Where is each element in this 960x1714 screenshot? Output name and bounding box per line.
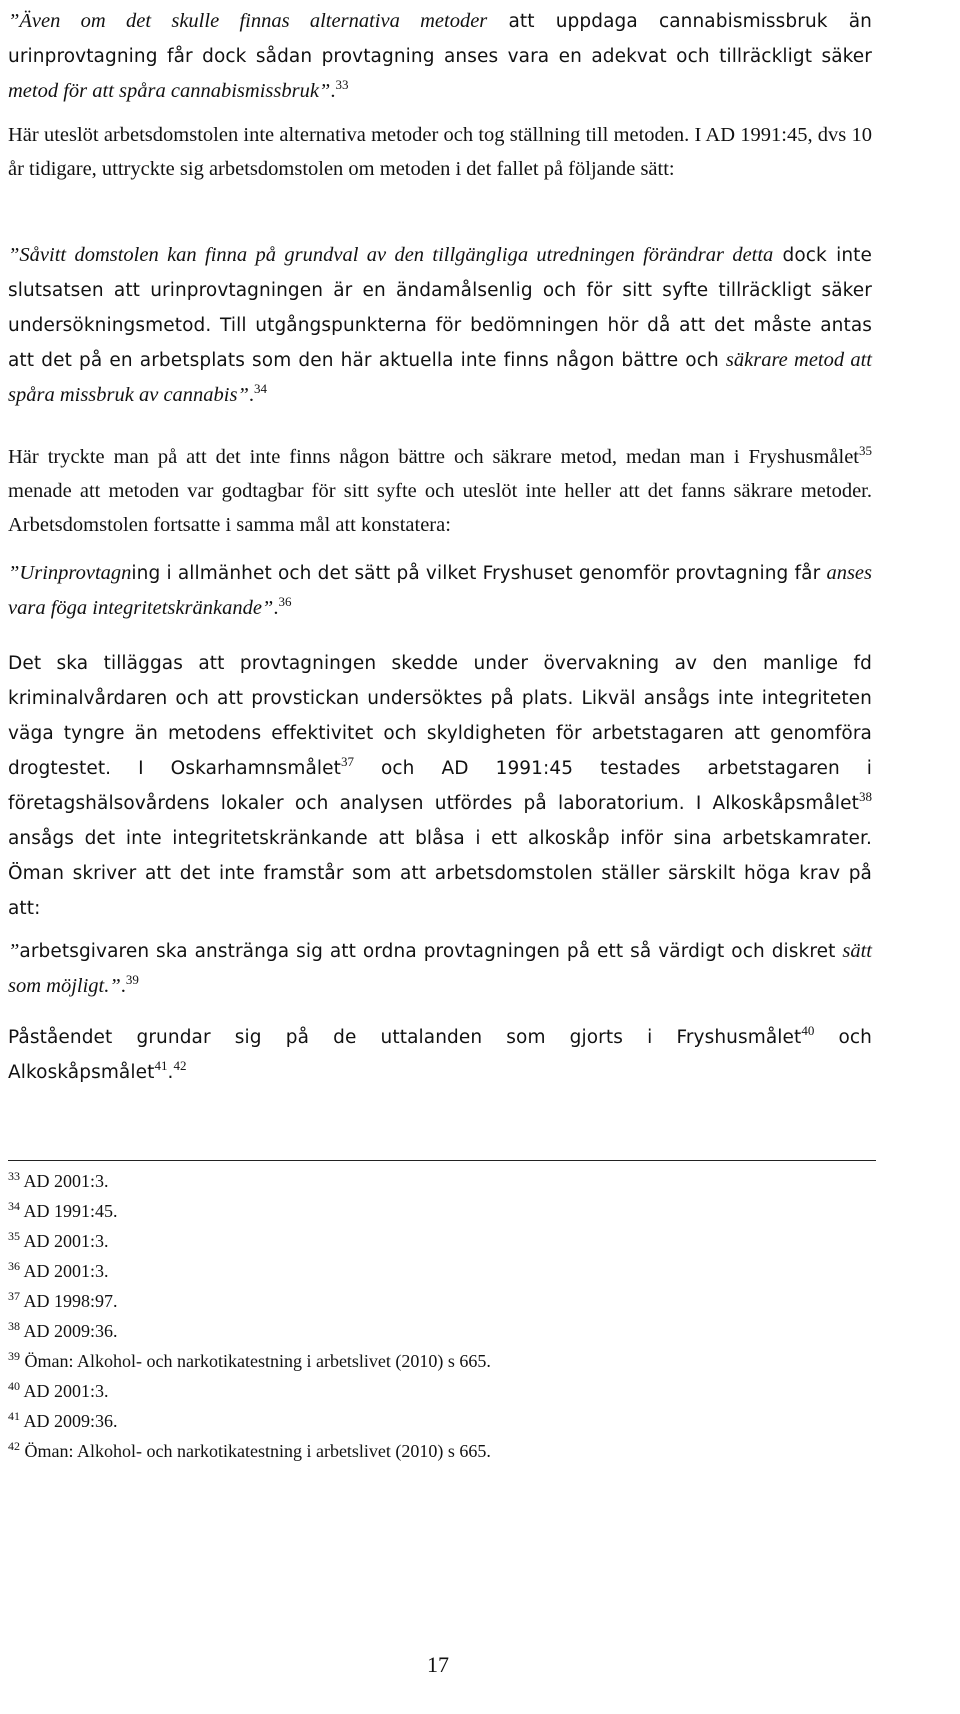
footnote-item [8,1316,872,1346]
footnote-ref[interactable]: 41 [154,1058,168,1074]
quote-paragraph-2 [8,238,872,412]
footnote-item [8,1346,872,1376]
open-quote: ” [8,244,20,266]
footnote-number: 37 [8,1289,20,1303]
footnote-text: AD 2001:3. [23,1231,109,1251]
quote-paragraph-1 [8,4,872,108]
footnote-ref[interactable]: 38 [859,789,872,805]
quote-text: anses vara föga integritetskränkande” [8,562,872,619]
footnote-text: AD 1998:97. [23,1291,118,1311]
quote-end: . [120,975,126,997]
quote-text: sätt som möjligt.” [8,940,872,997]
footnote-ref[interactable]: 34 [254,381,268,397]
quote-paragraph-3 [8,556,872,625]
footnote-text: AD 2009:36. [23,1411,118,1431]
page-number: 17 [427,1652,449,1677]
footnote-text: Öman: Alkohol- och narkotikatestning i arbetslivet (2010) s 665. [24,1441,491,1461]
footnote-text: AD 2001:3. [23,1381,109,1401]
quote-text: Även om det skulle finnas alternativa metoder [19,10,488,32]
footnote-text: AD 1991:45. [23,1201,118,1221]
quote-text: dock inte slutsatsen att urinprovtagningen är en ändamålsenlig och för sitt syfte tillräckligt säker undersökningsmetod. Till utgångspunkterna för bedömningen hör då att det måste antas att det på en arbetsplats som den här aktuella inte finns någon bättre och [8,245,872,371]
footnote-ref[interactable]: 36 [278,594,292,610]
body-text: och AD 1991:45 testades arbetstagaren i företagshälsovårdens lokaler och analysen utfördes på laboratorium. I Alkoskåpsmålet [8,758,873,814]
footnote-item [8,1286,872,1316]
footnote-item [8,1226,872,1256]
footnotes [8,1166,872,1466]
body-paragraph-2 [8,440,872,542]
footnote-number: 41 [8,1409,20,1423]
quote-end: . [330,80,336,102]
footnote-item [8,1256,872,1286]
footnote-number: 33 [8,1169,20,1183]
footnote-text: AD 2009:36. [23,1321,118,1341]
footnote-number: 36 [8,1259,20,1273]
footnote-number: 38 [8,1319,20,1333]
body-paragraph-4 [8,1020,872,1090]
footnote-ref[interactable]: 42 [173,1058,187,1074]
footnote-number: 34 [8,1199,20,1213]
body-text: och Alkoskåpsmålet [8,1027,872,1083]
quote-text: Urinprovtagn [19,562,132,584]
footnote-ref[interactable]: 39 [125,972,139,988]
quote-text: att uppdaga cannabismissbruk än urinprovtagning får dock sådan provtagning anses vara en adekvat och tillräckligt säker [8,11,873,67]
open-quote: ” [8,940,20,962]
open-quote: ” [8,10,20,32]
quote-paragraph-4 [8,934,872,1003]
footnote-item [8,1436,872,1466]
quote-text: ing i allmänhet och det sätt på vilket Fryshuset genomför provtagning får [131,563,827,584]
body-text: . [167,1062,174,1083]
quote-text: säkrare metod att spåra missbruk av cannabis” [8,349,872,406]
body-text: Påståendet grundar sig på de uttalanden som gjorts i Fryshusmålet [8,1027,802,1048]
footnote-ref[interactable]: 37 [340,754,354,770]
footnote-divider [8,1160,876,1161]
footnote-text: AD 2001:3. [23,1261,109,1281]
quote-text: metod för att spåra cannabismissbruk” [8,80,331,102]
footnote-number: 42 [8,1439,20,1453]
body-paragraph-3 [8,646,872,926]
footnote-text: AD 2001:3. [23,1171,109,1191]
footnote-item [8,1376,872,1406]
body-text: Här tryckte man på att det inte finns någon bättre och säkrare metod, medan man i Fryshusmålet [8,446,859,468]
footnote-number: 40 [8,1379,20,1393]
footnote-item [8,1196,872,1226]
quote-text: Såvitt domstolen kan finna på grundval av den tillgängliga utredningen förändrar detta [19,244,774,266]
body-text: Här uteslöt arbetsdomstolen inte alternativa metoder och tog ställning till metoden. I AD 1991:45, dvs 10 år tidigare, uttryckte sig arbetsdomstolen om metoden i det fallet på följande sätt: [8,124,872,180]
footnote-ref[interactable]: 40 [801,1023,815,1039]
footnote-item [8,1406,872,1436]
quote-end: . [248,384,255,406]
open-quote: ” [8,562,20,584]
footnote-ref[interactable]: 35 [859,443,872,459]
footnote-number: 35 [8,1229,20,1243]
body-text: menade att metoden var godtagbar för sitt syfte och uteslöt inte heller att det fanns säkrare metoder. Arbetsdomstolen fortsatte i samma mål att konstatera: [8,480,872,536]
body-paragraph-1 [8,118,872,186]
footnote-item [8,1166,872,1196]
quote-text: arbetsgivaren ska anstränga sig att ordna provtagningen på ett så värdigt och diskret [19,941,843,962]
body-text: Det ska tilläggas att provtagningen skedde under övervakning av den manlige fd kriminalvårdaren och att provstickan undersöktes på plats. Likväl ansågs inte integriteten väga tyngre än metodens effektivitet och skyldigheten för arbetstagaren att genomföra drogtestet. I Oskarhamnsmålet [8,653,872,779]
body-text: ansågs det inte integritetskränkande att blåsa i ett alkoskåp inför sina arbetskamrater. Öman skriver att det inte framstår som att arbetsdomstolen ställer särskilt höga krav på att: [8,828,872,919]
footnote-ref[interactable]: 33 [335,77,349,93]
footnote-text: Öman: Alkohol- och narkotikatestning i arbetslivet (2010) s 665. [24,1351,491,1371]
footnote-number: 39 [8,1349,20,1363]
quote-end: . [273,597,279,619]
